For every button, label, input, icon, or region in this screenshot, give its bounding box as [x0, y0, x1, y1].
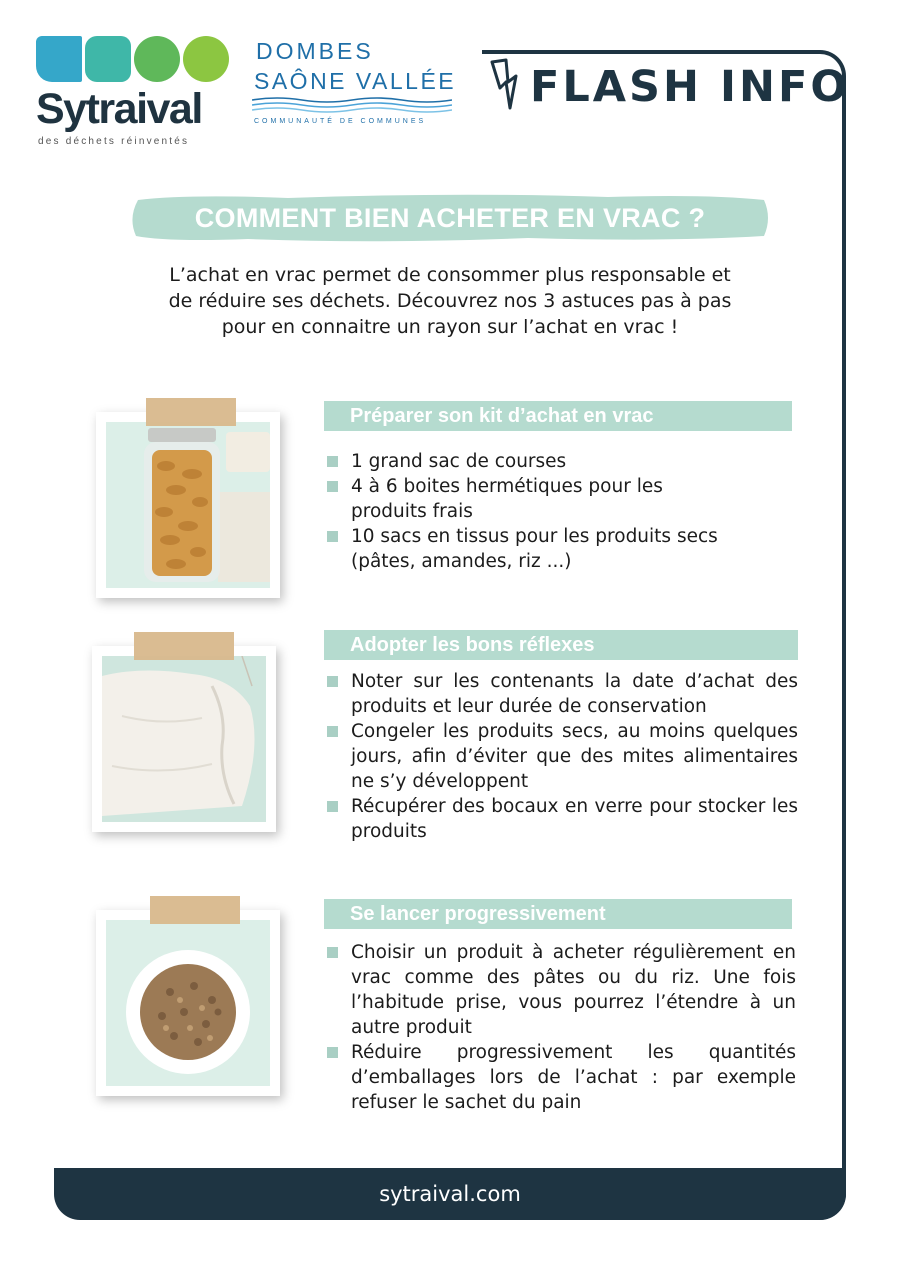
bullet-list [326, 669, 798, 844]
section-title: Se lancer progressivement [350, 903, 606, 925]
dsv-subtitle: COMMUNAUTÉ DE COMMUNES [254, 118, 427, 125]
list-item: Congeler les produits secs, au moins quelques jours, afin d’éviter que des mites alimentaires ne s’y développent [326, 719, 798, 794]
list-item: 4 à 6 boites hermétiques pour les produits frais [326, 474, 796, 524]
dsv-line2: SAÔNE VALLÉE [254, 68, 457, 94]
list-item: 1 grand sac de courses [326, 449, 796, 474]
tape-strip [146, 398, 236, 426]
pasta-jar-photo [96, 412, 280, 598]
cloth-bag-icon [102, 656, 266, 822]
tape-strip [134, 632, 234, 660]
bullet-list [326, 940, 796, 1115]
list-item: Réduire progressivement les quantités d’emballages lors de l’achat : par exemple refuser le sachet du pain [326, 1040, 796, 1115]
logo-square-blue [36, 36, 82, 82]
section-title: Adopter les bons réflexes [350, 634, 595, 656]
sytraival-logo [36, 32, 236, 152]
list-item: Noter sur les contenants la date d’achat des produits et leur durée de conservation [326, 669, 798, 719]
dombes-saone-vallee-logo [252, 40, 462, 132]
waves-icon [252, 96, 452, 116]
logo-square-teal [85, 36, 131, 82]
intro-line: L’achat en vrac permet de consommer plus responsable et [169, 264, 731, 286]
logo-circle-lime [183, 36, 229, 82]
intro-paragraph [100, 262, 800, 340]
list-item: 10 sacs en tissus pour les produits secs (pâtes, amandes, riz ...) [326, 524, 796, 574]
logo-circle-green [134, 36, 180, 82]
bullet-list [326, 449, 796, 574]
section-header [324, 630, 798, 660]
photo-background [106, 422, 270, 588]
section-header [324, 899, 792, 929]
photo-background [102, 656, 266, 822]
footer-url-link[interactable]: sytraival.com [379, 1182, 521, 1206]
list-item: Choisir un produit à acheter régulièrement en vrac comme des pâtes ou du riz. Une fois l’habitude prise, vous pourrez l’étendre à un autre produit [326, 940, 796, 1040]
photo-background [106, 920, 270, 1086]
section-header [324, 401, 792, 431]
list-item: Récupérer des bocaux en verre pour stocker les produits [326, 794, 798, 844]
sytraival-tagline: des déchets réinventés [38, 136, 190, 147]
dsv-line1: DOMBES [256, 38, 374, 64]
lentil-bowl-photo [96, 910, 280, 1096]
flash-info-title: FLASH INFO [530, 62, 850, 112]
section-title: Préparer son kit d’achat en vrac [350, 405, 654, 427]
tape-strip [150, 896, 240, 924]
sytraival-name: Sytraival [36, 85, 202, 133]
intro-line: pour en connaitre un rayon sur l’achat en vrac ! [221, 316, 679, 338]
cloth-bag-photo [92, 646, 276, 832]
page-title: COMMENT BIEN ACHETER EN VRAC ? [194, 203, 706, 233]
lightning-bolt-icon [486, 58, 522, 110]
pasta-jar-icon [106, 422, 270, 588]
intro-line: de réduire ses déchets. Découvrez nos 3 astuces pas à pas [168, 290, 732, 312]
lentil-bowl-icon [106, 920, 270, 1086]
